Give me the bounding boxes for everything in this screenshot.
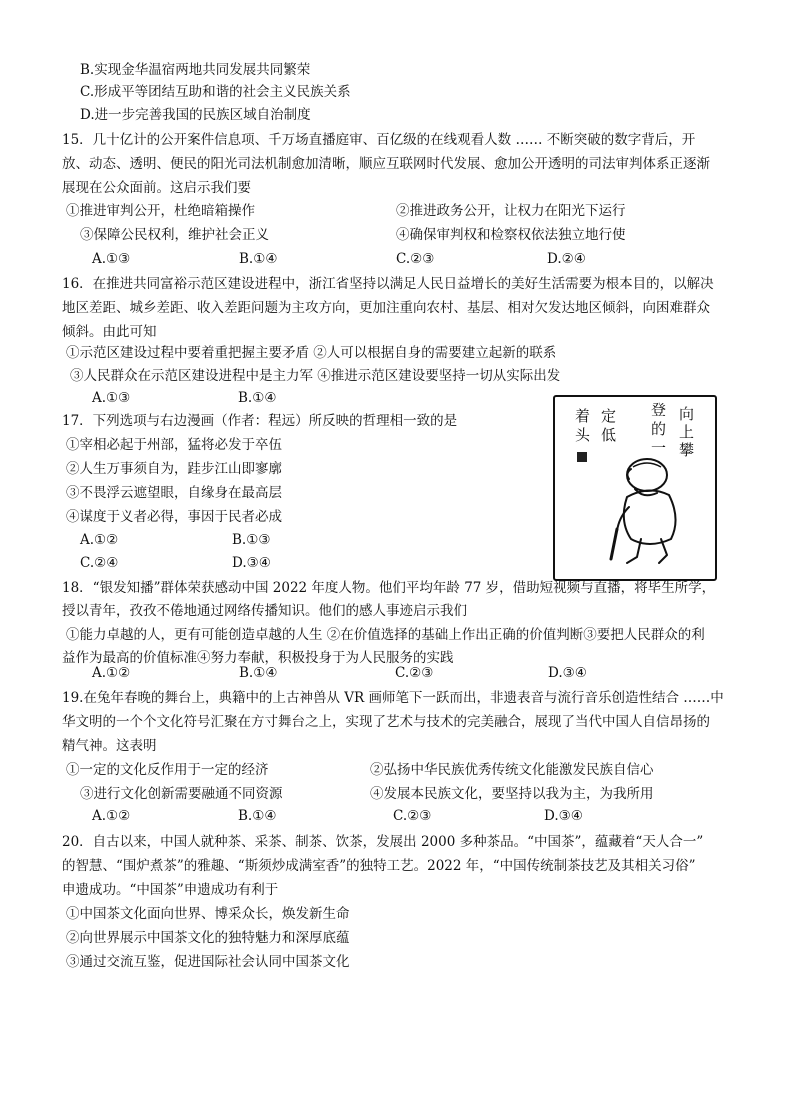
q17-statement-4: ④谋度于义者必得，事因于民者必成 — [66, 509, 282, 525]
q17-option-d: D.③④ — [232, 555, 271, 571]
q16-options — [92, 388, 492, 408]
cartoon-body — [624, 490, 676, 544]
q15-stem-line-3: 展现在公众面前。这启示我们要 — [62, 180, 251, 196]
q19-statement-3: ③进行文化创新需要融通不同资源 — [80, 786, 283, 802]
q15-option-d: D.②④ — [547, 251, 586, 267]
q20-statement-2: ②向世界展示中国茶文化的独特魅力和深厚底蕴 — [66, 930, 350, 946]
q15-statement-4: ④确保审判权和检察权依法独立地行使 — [396, 227, 626, 243]
q19-option-c: C.②③ — [393, 808, 432, 824]
q17-statement-1: ①宰相必起于州部，猛将必发于卒伍 — [66, 437, 282, 453]
q15-statement-1: ①推进审判公开，杜绝暗箱操作 — [66, 203, 255, 219]
q16-statements-1-2: ①示范区建设过程中要着重把握主要矛盾 ②人可以根据自身的需要建立起新的联系 — [66, 345, 557, 361]
q15-statement-2: ②推进政务公开，让权力在阳光下运行 — [396, 203, 626, 219]
cartoon-text-col-3-char-1: 定 — [601, 407, 617, 425]
q15-option-b: B.①④ — [239, 251, 278, 267]
cartoon-walking-stick — [611, 529, 617, 559]
q19-statement-1: ①一定的文化反作用于一定的经济 — [66, 762, 269, 778]
q19-option-a: A.①② — [92, 808, 131, 824]
q17-statement-3: ③不畏浮云遮望眼，自缘身在最高层 — [66, 485, 282, 501]
q17-statement-2: ②人生万事须自为，跬步江山即寥廓 — [66, 461, 282, 477]
q19-statement-2: ②弘扬中华民族优秀传统文化能激发民族自信心 — [370, 762, 654, 778]
cartoon-text-col-1-char-2: 上 — [679, 423, 695, 441]
q19-options — [92, 806, 712, 826]
q15-stem-line-2: 放、动态、透明、便民的阳光司法机制愈加清晰，顺应互联网时代发展、愈加公开透明的司法审判体系正逐渐 — [62, 156, 710, 172]
q14-option-b: B.实现金华温宿两地共同发展共同繁荣 — [80, 62, 311, 78]
q15-option-a: A.①③ — [92, 251, 131, 267]
cartoon-text-col-2-char-2: 的 — [651, 420, 667, 438]
q16-stem-line-3: 倾斜。由此可知 — [62, 324, 157, 340]
q18-option-d: D.③④ — [548, 665, 587, 681]
q19-statements-row-2 — [80, 784, 760, 804]
q19-option-b: B.①④ — [238, 808, 277, 824]
cartoon-text-col-1-char-3: 攀 — [679, 441, 695, 459]
q15-option-c: C.②③ — [396, 251, 435, 267]
q20-stem-line-2: 的智慧、“围炉煮茶”的雅趣、“斯须炒成满室香”的独特工艺。2022 年，“中国传统制茶技艺及其相关习俗” — [62, 858, 696, 874]
q17-cartoon — [553, 395, 717, 581]
q19-statement-4: ④发展本民族文化，要坚持以我为主，为我所用 — [370, 786, 654, 802]
q16-stem-line-2: 地区差距、城乡差距、收入差距问题为主攻方向，更加注重向农村、基层、相对欠发达地区倾斜，向困难群众 — [62, 300, 710, 316]
q20-statement-3: ③通过交流互鉴，促进国际社会认同中国茶文化 — [66, 954, 350, 970]
q16-option-a: A.①③ — [92, 390, 131, 406]
q18-option-b: B.①④ — [239, 665, 278, 681]
q15-statements-row-1 — [66, 201, 746, 221]
q14-option-c: C.形成平等团结互助和谐的社会主义民族关系 — [80, 84, 351, 100]
q18-option-a: A.①② — [92, 665, 131, 681]
q17-stem: 17．下列选项与右边漫画（作者：程远）所反映的哲理相一致的是 — [62, 413, 458, 429]
q15-statement-3: ③保障公民权利，维护社会正义 — [80, 227, 269, 243]
cartoon-text-col-2-char-1: 登 — [651, 401, 667, 419]
cartoon-text-col-4-char-1: 着 — [575, 407, 591, 425]
q19-stem-line-3: 精气神。这表明 — [62, 738, 157, 754]
q20-stem-line-1: 20．自古以来，中国人就种茶、采茶、制茶、饮茶，发展出 2000 多种茶品。“中国茶”，蕴藏着“天人合一” — [62, 834, 704, 850]
q18-stem-line-2: 授以青年，孜孜不倦地通过网络传播知识。他们的感人事迹启示我们 — [62, 603, 467, 619]
q19-option-d: D.③④ — [544, 808, 583, 824]
q18-statements-line-2: 益作为最高的价值标准④努力奉献，积极投身于为人民服务的实践 — [62, 650, 454, 666]
q16-stem-line-1: 16．在推进共同富裕示范区建设进程中，浙江省坚持以满足人民日益增长的美好生活需要为根本目的，以解决 — [62, 276, 714, 292]
q17-option-b: B.①③ — [232, 532, 271, 548]
q18-option-c: C.②③ — [395, 665, 434, 681]
q19-statements-row-1 — [66, 760, 746, 780]
q15-stem-line-1: 15．几十亿计的公开案件信息项、千万场直播庭审、百亿级的在线观看人数 …… 不断突破的数字背后，开 — [62, 132, 696, 148]
q17-option-c: C.②④ — [80, 555, 119, 571]
cartoon-text-col-3-char-2: 低 — [601, 426, 617, 444]
cartoon-text-col-2-char-3: 一 — [651, 439, 667, 457]
q20-statement-1: ①中国茶文化面向世界、博采众长，焕发新生命 — [66, 906, 350, 922]
q17-option-a: A.①② — [80, 532, 119, 548]
cartoon-seal — [577, 452, 587, 462]
q18-statements-line-1: ①能力卓越的人，更有可能创造卓越的人生 ②在价值选择的基础上作出正确的价值判断③要把人民群众的利 — [66, 627, 705, 643]
q19-stem-line-2: 华文明的一个个文化符号汇聚在方寸舞台之上，实现了艺术与技术的完美融合，展现了当代中国人自信昂扬的 — [62, 714, 710, 730]
q17-options-row-2 — [80, 553, 380, 573]
q16-statements-3-4: ③人民群众在示范区建设进程中是主力军 ④推进示范区建设要坚持一切从实际出发 — [70, 368, 561, 384]
q18-options — [92, 663, 712, 683]
q19-stem-line-1: 19.在兔年春晚的舞台上，典籍中的上古神兽从 VR 画师笔下一跃而出，非遗表音与流行音乐创造性结合 ……中 — [62, 690, 724, 706]
cartoon-text-col-1-char-1: 向 — [679, 405, 695, 423]
q15-options — [92, 249, 712, 269]
q17-options-row-1 — [80, 530, 380, 550]
cartoon-text-col-4-char-2: 头 — [575, 426, 591, 444]
q16-option-b: B.①④ — [238, 390, 277, 406]
q18-stem-line-1: 18．“银发知播”群体荣获感动中国 2022 年度人物。他们平均年龄 77 岁，借助短视频与直播，将毕生所学， — [62, 580, 716, 596]
cartoon-head — [627, 459, 667, 491]
q20-stem-line-3: 申遗成功。“中国茶”申遗成功有利于 — [62, 882, 279, 898]
q14-option-d: D.进一步完善我国的民族区域自治制度 — [80, 107, 311, 123]
cartoon-drawing — [555, 397, 715, 579]
q15-statements-row-2 — [80, 225, 760, 245]
